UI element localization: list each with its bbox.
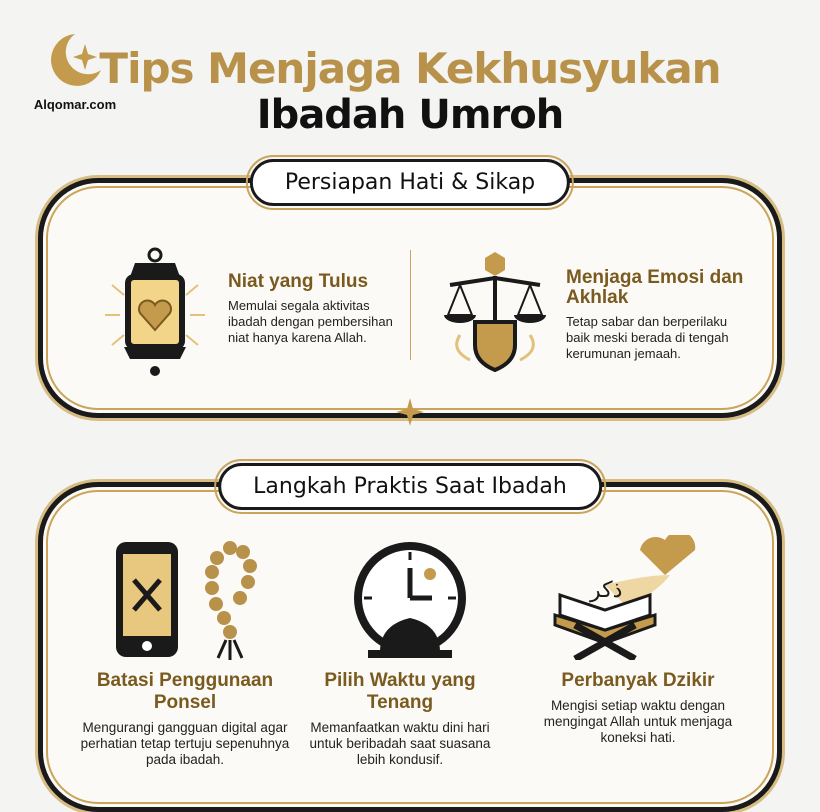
item-desc: Memanfaatkan waktu dini hari untuk beribadah saat suasana lebih kondusif.: [309, 720, 491, 767]
item-emosi: [566, 268, 751, 362]
ornament-star-icon: [396, 398, 424, 426]
item-niat: [228, 272, 398, 346]
scales-shield-icon: [440, 250, 550, 375]
clock-mosque-icon: [350, 540, 470, 665]
brand-name: Alqomar.com: [33, 97, 117, 112]
item-title: Batasi Penggunaan Ponsel: [96, 670, 274, 713]
item-title: Perbanyak Dzikir: [561, 670, 715, 691]
phone-prayer-beads-icon: [112, 538, 272, 663]
item-title: Menjaga Emosi dan Akhlak: [566, 267, 744, 308]
title-line-1: Tips Menjaga Kekhusyukan: [99, 44, 721, 93]
item-waktu: [300, 670, 500, 768]
title-line-2: Ibadah Umroh: [256, 92, 564, 138]
item-desc: Memulai segala aktivitas ibadah dengan pembersihan niat hanya karena Allah.: [228, 298, 393, 345]
item-desc: Tetap sabar dan berperilaku baik meski berada di tengah kerumunan jemaah.: [566, 314, 729, 361]
quran-heart-icon: [545, 535, 725, 660]
section-heading: Persiapan Hati & Sikap: [250, 159, 570, 206]
lantern-heart-icon: [100, 245, 210, 380]
item-title: Niat yang Tulus: [228, 271, 369, 292]
item-desc: Mengurangi gangguan digital agar perhatian tetap tertuju sepenuhnya pada ibadah.: [80, 720, 290, 767]
divider: [410, 250, 411, 360]
svg-text:ذكر: ذكر: [590, 578, 623, 603]
item-title: Pilih Waktu yang Tenang: [324, 670, 476, 713]
item-ponsel: [75, 670, 295, 768]
section-heading: Langkah Praktis Saat Ibadah: [218, 463, 602, 510]
item-dzikir: [528, 670, 748, 746]
item-desc: Mengisi setiap waktu dengan mengingat Allah untuk menjaga koneksi hati.: [543, 698, 733, 745]
